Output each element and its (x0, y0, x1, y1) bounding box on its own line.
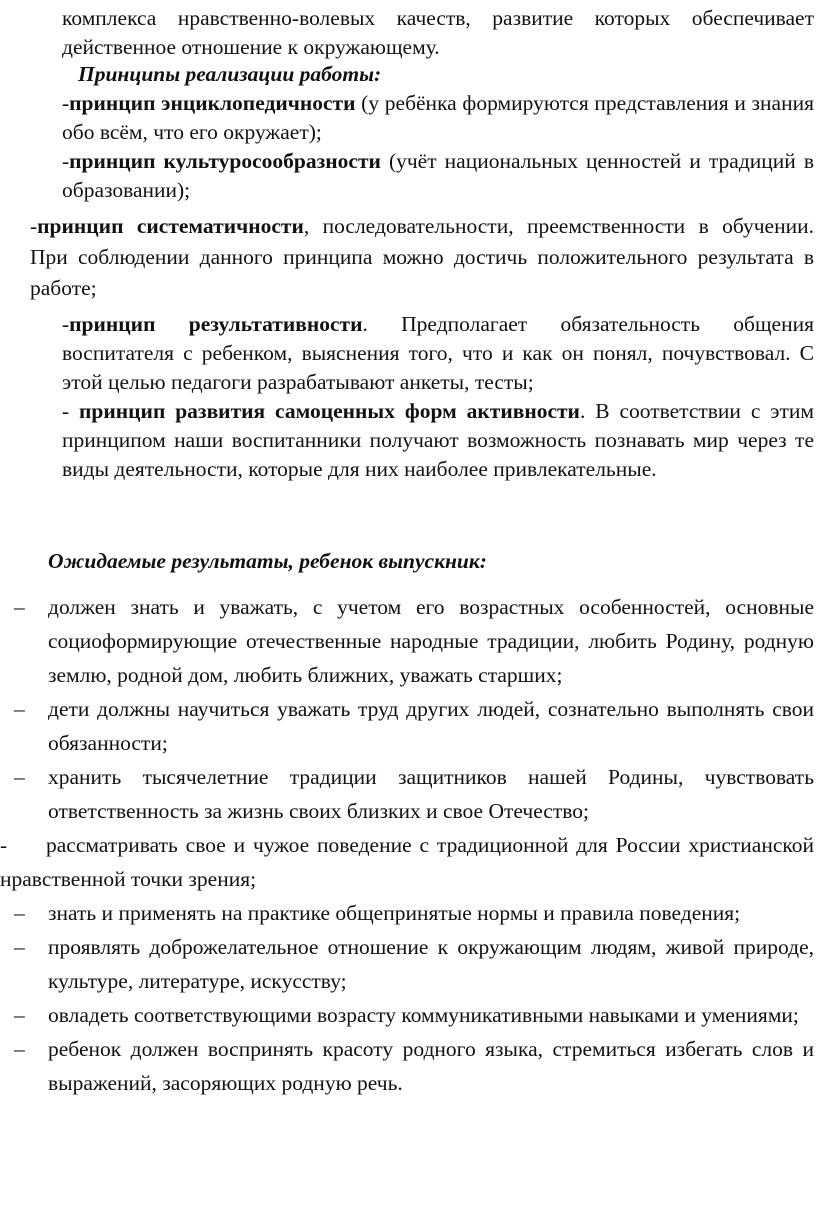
principle-effectiveness (62, 310, 814, 397)
result-item (0, 930, 816, 998)
principle-cultural (62, 147, 814, 205)
principle-prefix: - (62, 399, 80, 423)
principle-text: (у ребёнка формируются представления и знания обо всём, что его окружает); (62, 91, 815, 144)
principle-term: принцип энциклопедичности (69, 91, 356, 115)
dash-marker: - (0, 833, 8, 857)
principle-encyclopedic (62, 89, 814, 147)
principle-term: принцип развития самоценных форм активности (79, 399, 580, 423)
result-text: должен знать и уважать, с учетом его возрастных особенностей, основные социоформирующие отечественные народные традиции, любить Родину, родную землю, родной дом, любить ближних, уважать старших; (48, 595, 814, 687)
principle-activity-forms (62, 397, 814, 484)
principle-term: принцип систематичности (37, 214, 304, 238)
result-item (0, 1032, 816, 1100)
principle-prefix: - (62, 149, 70, 173)
result-text: ребенок должен воспринять красоту родного языка, стремиться избегать слов и выражений, засоряющих родную речь. (48, 1037, 814, 1095)
dash-marker: – (14, 1003, 25, 1027)
principle-term: принцип культуросообразности (69, 149, 381, 173)
result-text: проявлять доброжелательное отношение к окружающим людям, живой природе, культуре, литературе, искусству; (48, 935, 814, 993)
principle-term: принцип результативности (69, 312, 363, 336)
result-item (0, 590, 816, 692)
result-item (0, 760, 816, 828)
intro-continuation: комплекса нравственно-волевых качеств, развитие которых обеспечивает действенное отношение к окружающему. (62, 6, 814, 59)
result-item (0, 998, 816, 1032)
result-text: дети должны научиться уважать труд других людей, сознательно выполнять свои обязанности; (48, 697, 814, 755)
result-text: знать и применять на практике общепринятые нормы и правила поведения; (48, 901, 741, 925)
results-heading: Ожидаемые результаты, ребенок выпускник: (48, 549, 487, 573)
principle-text: (учёт национальных ценностей и традиций в образовании); (62, 149, 814, 202)
principle-text: , последовательности, преемственности в обучении. При соблюдении данного принципа можно достичь положительного результата в работе; (30, 214, 814, 300)
dash-marker: – (14, 901, 25, 925)
principles-heading: Принципы реализации работы: (78, 62, 382, 86)
dash-marker: – (14, 1037, 25, 1061)
dash-marker: – (14, 765, 25, 789)
results-list (0, 590, 816, 1100)
dash-marker: – (14, 697, 25, 721)
result-text: хранить тысячелетние традиции защитников нашей Родины, чувствовать ответственность за жизнь своих близких и свое Отечество; (48, 765, 814, 823)
principle-text: . В соответствии с этим принципом наши воспитанники получают возможность познавать мир через те виды деятельности, которые для них наиболее привлекательные. (62, 399, 814, 481)
result-text: овладеть соответствующими возрасту коммуникативными навыками и умениями; (48, 1003, 799, 1027)
result-text: рассматривать свое и чужое поведение с традиционной для России христианской нравственной точки зрения; (0, 833, 814, 891)
dash-marker: – (14, 595, 25, 619)
principle-prefix: - (62, 91, 70, 115)
principle-text: . Предполагает обязательность общения воспитателя с ребенком, выяснения того, что и как он понял, почувствовал. С этой целью педагоги разрабатывают анкеты, тесты; (62, 312, 814, 394)
result-item (0, 692, 816, 760)
dash-marker: – (14, 935, 25, 959)
principle-systematic (30, 211, 814, 304)
result-item (0, 896, 816, 930)
principle-prefix: - (30, 214, 38, 238)
result-item (0, 828, 816, 896)
principle-prefix: - (62, 312, 70, 336)
